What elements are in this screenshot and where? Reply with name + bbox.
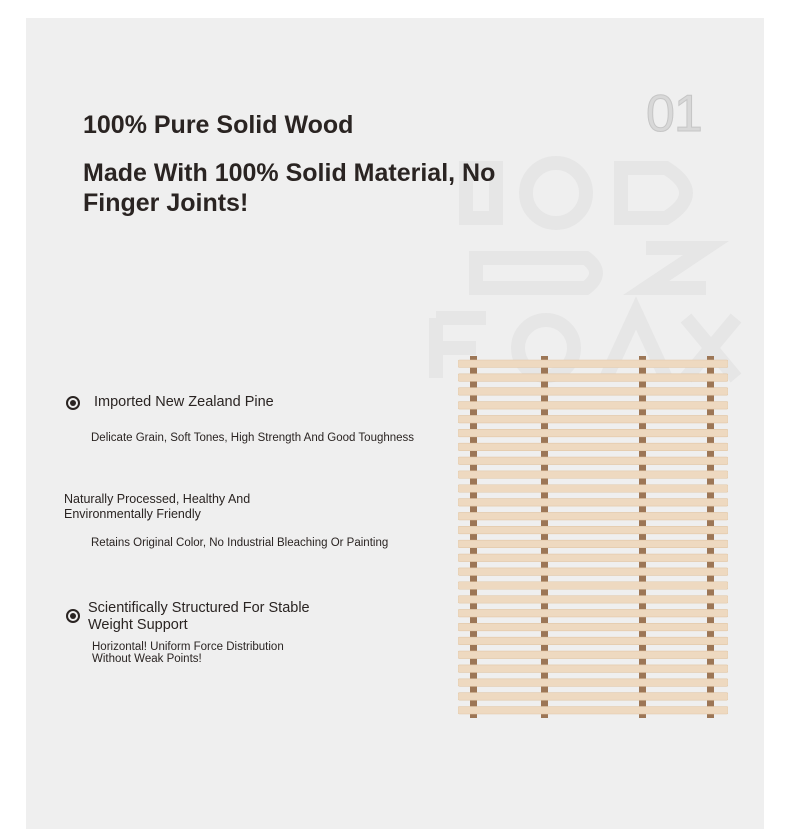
wood-slat [458, 568, 728, 576]
wood-slat [458, 540, 728, 548]
step-number: 01 [646, 85, 702, 143]
wood-slat [458, 637, 728, 645]
wood-slat [458, 415, 728, 423]
wood-slat [458, 651, 728, 659]
wood-slat [458, 609, 728, 617]
feature-description-1: Delicate Grain, Soft Tones, High Strength And Good Toughness [91, 432, 415, 444]
wood-slat [458, 457, 728, 465]
feature-title-1: Imported New Zealand Pine [94, 394, 274, 410]
wood-slat [458, 707, 728, 715]
wood-slat [458, 443, 728, 451]
support-rail [639, 356, 646, 718]
feature-description-2: Retains Original Color, No Industrial Bleaching Or Painting [91, 537, 389, 549]
headline: 100% Pure Solid Wood [83, 111, 354, 139]
wood-slat [458, 485, 728, 493]
wood-slat [458, 693, 728, 701]
wood-slat [458, 554, 728, 562]
support-rail [470, 356, 477, 718]
wood-slat [458, 471, 728, 479]
radio-bullet-icon [66, 396, 80, 410]
wood-slat [458, 665, 728, 673]
wood-slat [458, 402, 728, 410]
feature-description-3: Horizontal! Uniform Force Distribution Without Weak Points! [92, 641, 284, 665]
wood-slat [458, 512, 728, 520]
support-rail [707, 356, 714, 718]
wood-slat [458, 360, 728, 368]
wood-slat [458, 582, 728, 590]
wood-slat [458, 499, 728, 507]
subhead: Made With 100% Solid Material, No Finger Joints! [83, 159, 496, 217]
wood-slat [458, 388, 728, 396]
wood-slat [458, 623, 728, 631]
feature-title-2: Naturally Processed, Healthy And Environmentally Friendly [64, 492, 251, 521]
wood-slat [458, 429, 728, 437]
wood-slat [458, 526, 728, 534]
radio-bullet-icon [66, 609, 80, 623]
wood-slat [458, 374, 728, 382]
wood-slat [458, 596, 728, 604]
feature-title-3: Scientifically Structured For Stable Weight Support [88, 600, 310, 633]
feature-panel [26, 18, 764, 829]
support-rail [541, 356, 548, 718]
wood-slat [458, 679, 728, 687]
pine-bed-slat-frame [458, 356, 728, 718]
